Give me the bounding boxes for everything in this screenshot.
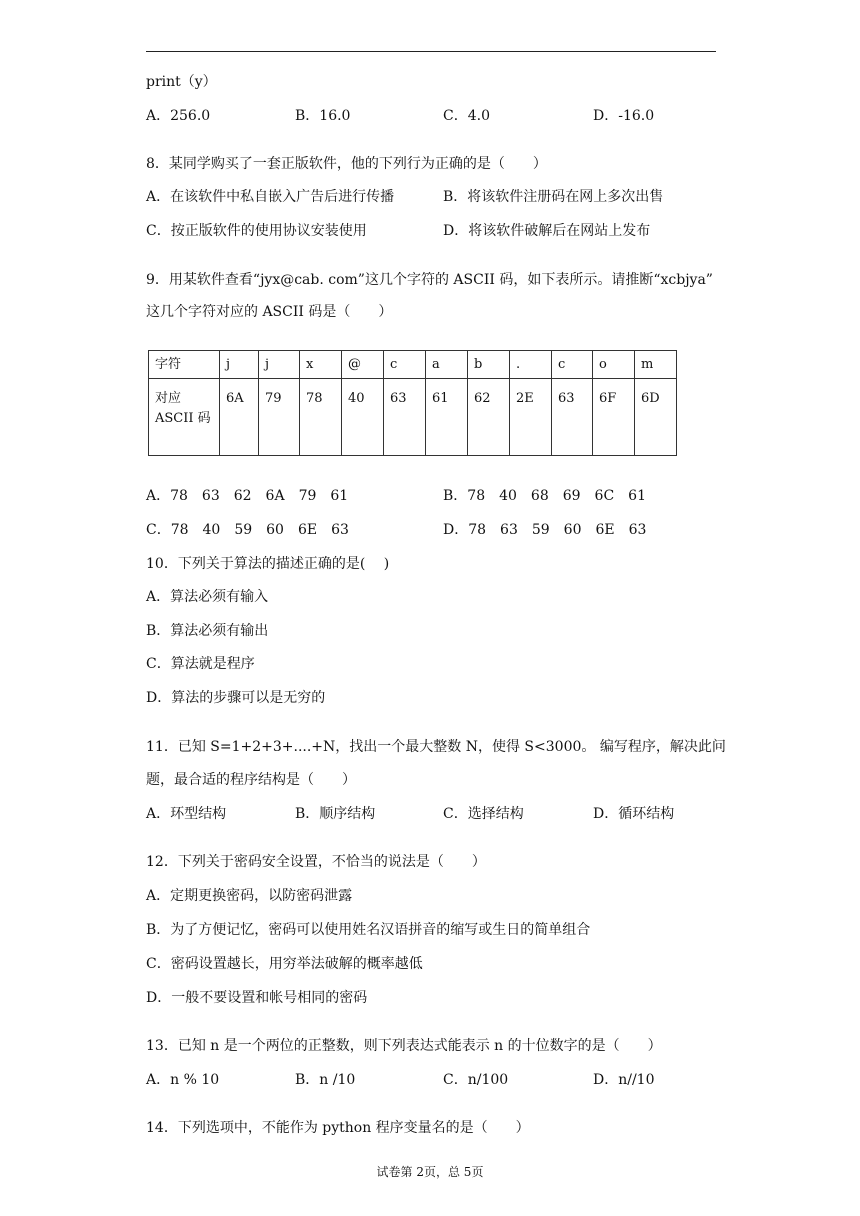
ascii-code-cell: 6A [220,379,259,456]
ascii-code-cell: 63 [384,379,426,456]
ascii-char-cell: b [468,351,510,379]
page-footer: 试卷第 2页，总 5页 [376,1165,484,1179]
ascii-char-cell: j [220,351,259,379]
q9-option-a[interactable]: A．78 63 62 6A 79 61 [146,488,349,504]
ascii-code-cell: 78 [300,379,342,456]
ascii-code-cell: 79 [259,379,300,456]
q10-option-b[interactable]: B．算法必须有输出 [146,623,269,639]
ascii-table-header-char: 字符 [149,351,220,379]
q12-option-a[interactable]: A．定期更换密码，以防密码泄露 [146,888,353,904]
q11-stem-line2: 题，最合适的程序结构是（ ） [146,772,356,788]
q11-option-c[interactable]: C．选择结构 [443,806,524,822]
q9-option-b[interactable]: B．78 40 68 69 6C 61 [443,488,646,504]
q11-option-a[interactable]: A．环型结构 [146,806,227,822]
ascii-table-header-code [149,379,220,456]
code-line-print: print（y） [146,74,217,90]
q13-option-d[interactable]: D．n//10 [593,1072,655,1088]
ascii-char-cell: c [552,351,593,379]
ascii-char-cell: @ [342,351,384,379]
ascii-char-cell: . [510,351,552,379]
ascii-code-cell: 61 [426,379,468,456]
q12-stem: 12．下列关于密码安全设置，不恰当的说法是（ ） [146,854,486,870]
ascii-code-cell: 6F [593,379,635,456]
ascii-char-cell: a [426,351,468,379]
q7-option-a[interactable]: A．256.0 [146,108,211,124]
q9-option-d[interactable]: D．78 63 59 60 6E 63 [443,522,647,538]
ascii-header-line2: ASCII 码 [155,411,211,426]
q8-option-c[interactable]: C．按正版软件的使用协议安装使用 [146,223,367,239]
q7-option-c[interactable]: C．4.0 [443,108,490,124]
q9-stem-line2: 这几个字符对应的 ASCII 码是（ ） [146,304,393,320]
ascii-code-cell: 40 [342,379,384,456]
q8-option-d[interactable]: D．将该软件破解后在网站上发布 [443,223,651,239]
ascii-code-cell: 2E [510,379,552,456]
ascii-table-code-row [149,379,677,456]
ascii-char-cell: j [259,351,300,379]
q12-option-c[interactable]: C．密码设置越长，用穷举法破解的概率越低 [146,956,423,972]
q11-option-b[interactable]: B．顺序结构 [295,806,376,822]
ascii-table [148,350,677,456]
ascii-header-line1: 对应 [155,391,182,406]
ascii-table-char-row [149,351,677,379]
q12-option-d[interactable]: D．一般不要设置和帐号相同的密码 [146,990,368,1006]
q13-stem: 13．已知 n 是一个两位的正整数，则下列表达式能表示 n 的十位数字的是（ ） [146,1038,662,1054]
q13-option-a[interactable]: A．n % 10 [146,1072,220,1088]
q13-option-b[interactable]: B．n /10 [295,1072,356,1088]
q11-stem-line1: 11．已知 S=1+2+3+....+N，找出一个最大整数 N，使得 S<3000。 编写程序，解决此问 [146,739,726,755]
q8-option-a[interactable]: A．在该软件中私自嵌入广告后进行传播 [146,189,395,205]
ascii-char-cell: m [635,351,677,379]
q10-option-c[interactable]: C．算法就是程序 [146,656,255,672]
q7-option-d[interactable]: D．-16.0 [593,108,655,124]
q10-option-d[interactable]: D．算法的步骤可以是无穷的 [146,690,326,706]
ascii-char-cell: o [593,351,635,379]
q9-stem-line1: 9．用某软件查看“jyx@cab. com”这几个字符的 ASCII 码，如下表所示。请推断“xcbjya” [146,272,713,288]
ascii-char-cell: x [300,351,342,379]
ascii-code-cell: 62 [468,379,510,456]
q7-option-b[interactable]: B．16.0 [295,108,351,124]
q10-option-a[interactable]: A．算法必须有输入 [146,589,269,605]
q9-option-c[interactable]: C．78 40 59 60 6E 63 [146,522,349,538]
ascii-code-cell: 63 [552,379,593,456]
ascii-code-cell: 6D [635,379,677,456]
q13-option-c[interactable]: C．n/100 [443,1072,509,1088]
header-rule [146,51,716,52]
q10-stem: 10．下列关于算法的描述正确的是( ) [146,556,390,572]
q11-option-d[interactable]: D．循环结构 [593,806,675,822]
q8-stem: 8．某同学购买了一套正版软件，他的下列行为正确的是（ ） [146,156,547,172]
q12-option-b[interactable]: B．为了方便记忆，密码可以使用姓名汉语拼音的缩写或生日的简单组合 [146,922,591,938]
q8-option-b[interactable]: B．将该软件注册码在网上多次出售 [443,189,664,205]
ascii-char-cell: c [384,351,426,379]
q14-stem: 14．下列选项中，不能作为 python 程序变量名的是（ ） [146,1120,530,1136]
